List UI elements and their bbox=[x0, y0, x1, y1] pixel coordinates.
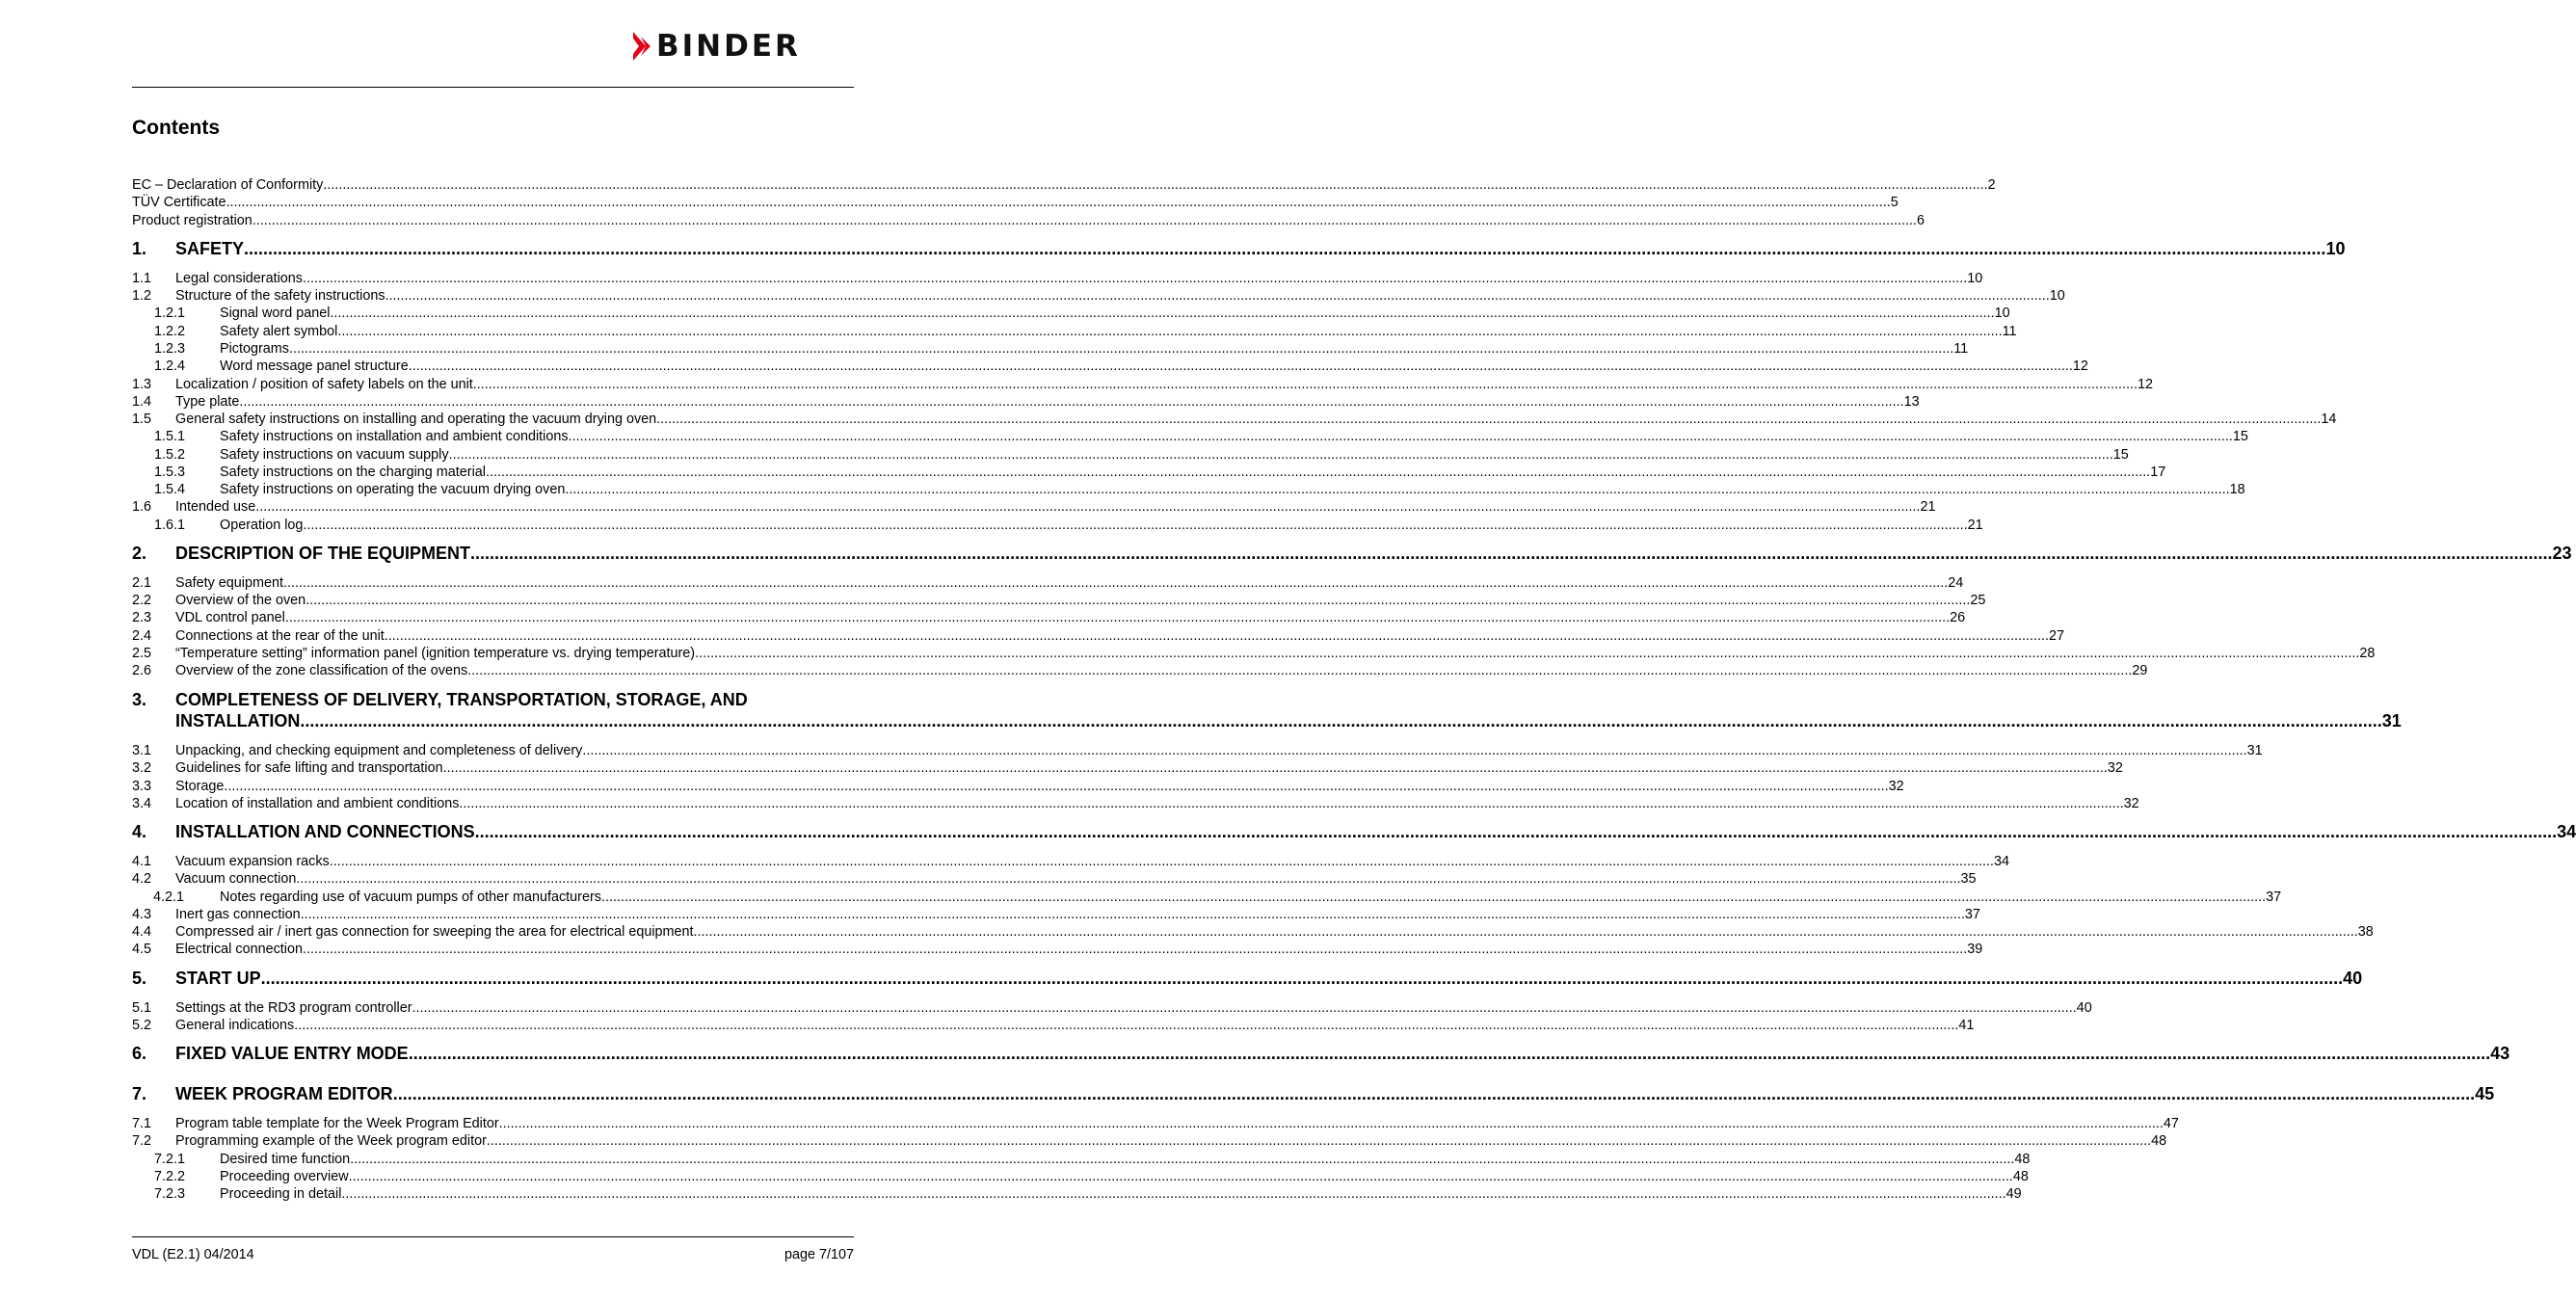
toc-leader-dots bbox=[565, 481, 2229, 498]
toc-entry-page: 41 bbox=[1958, 1018, 1975, 1033]
toc-entry-title: DESCRIPTION OF THE EQUIPMENT bbox=[175, 544, 471, 563]
toc-entry-title: Proceeding in detail bbox=[220, 1186, 342, 1202]
toc-entry-page: 21 bbox=[1920, 499, 1936, 515]
toc-leader-dots bbox=[255, 498, 1920, 516]
toc-entry-number: 2.5 bbox=[132, 646, 152, 661]
toc-section-entry[interactable] bbox=[132, 212, 1925, 229]
toc-entry-page: 45 bbox=[2475, 1084, 2495, 1103]
toc-section-entry[interactable] bbox=[132, 411, 2337, 428]
toc-section-entry[interactable] bbox=[132, 1168, 2029, 1185]
toc-entry-number: 1.2 bbox=[132, 288, 152, 304]
toc-entry-page: 32 bbox=[1888, 779, 1904, 794]
toc-entry-number: 4.1 bbox=[132, 854, 152, 869]
toc-leader-dots bbox=[409, 358, 2073, 375]
toc-leader-dots bbox=[443, 759, 2108, 777]
toc-section-entry[interactable] bbox=[132, 517, 1983, 534]
toc-entry-number: 7.2.3 bbox=[154, 1186, 186, 1202]
toc-entry-page: 43 bbox=[2490, 1044, 2510, 1063]
toc-entry-number: 1.4 bbox=[132, 394, 152, 410]
toc-entry-title: INSTALLATION AND CONNECTIONS bbox=[175, 822, 475, 841]
toc-leader-dots bbox=[285, 609, 1950, 626]
toc-entry-page: 2 bbox=[1987, 177, 1996, 193]
toc-entry-number: 1.1 bbox=[132, 271, 152, 286]
toc-entry-number: 5. bbox=[132, 969, 147, 988]
toc-leader-dots bbox=[330, 305, 1994, 322]
toc-entry-number: 4.2 bbox=[132, 871, 152, 887]
toc-leader-dots bbox=[303, 270, 1967, 287]
toc-leader-dots bbox=[473, 376, 2138, 393]
toc-entry-page: 17 bbox=[2150, 465, 2166, 480]
toc-leader-dots bbox=[449, 446, 2113, 464]
toc-entry-number: 4.4 bbox=[132, 924, 152, 940]
toc-section-entry[interactable] bbox=[132, 270, 1983, 287]
toc-entry-page: 37 bbox=[2266, 889, 2282, 905]
toc-entry-page: 21 bbox=[1967, 518, 1983, 533]
toc-entry-number: 2.4 bbox=[132, 628, 152, 644]
toc-entry-page: 10 bbox=[2049, 288, 2065, 304]
toc-entry-title: Connections at the rear of the unit bbox=[175, 628, 385, 644]
toc-section-entry[interactable] bbox=[132, 176, 1996, 194]
toc-section-entry[interactable] bbox=[132, 889, 2282, 906]
toc-entry-title: General safety instructions on installing and operating the vacuum drying oven bbox=[175, 412, 657, 427]
toc-entry-page: 40 bbox=[2076, 1000, 2092, 1016]
toc-entry-page: 11 bbox=[2002, 324, 2017, 339]
toc-chapter-entry[interactable] bbox=[132, 238, 2346, 259]
toc-section-entry[interactable] bbox=[132, 1185, 2022, 1203]
toc-chapter-entry[interactable] bbox=[132, 1043, 2510, 1064]
toc-section-entry[interactable] bbox=[132, 759, 2123, 777]
toc-entry-title: Overview of the zone classification of the ovens bbox=[175, 663, 468, 678]
toc-entry-number: 1.2.2 bbox=[154, 324, 186, 339]
toc-entry-page: 11 bbox=[1953, 341, 1969, 357]
toc-section-entry[interactable] bbox=[132, 393, 1920, 411]
toc-chapter-entry[interactable] bbox=[132, 1083, 2495, 1104]
toc-section-entry[interactable] bbox=[132, 778, 1904, 795]
toc-entry-title: Programming example of the Week program editor bbox=[175, 1133, 487, 1149]
toc-entry-number: 1.2.1 bbox=[154, 305, 186, 321]
toc-entry-page: 26 bbox=[1950, 610, 1966, 625]
page-number: page 7/107 bbox=[783, 1247, 854, 1262]
toc-entry-title: VDL control panel bbox=[175, 610, 285, 625]
toc-entry-title: INSTALLATION bbox=[175, 711, 301, 730]
toc-section-entry[interactable] bbox=[132, 609, 1966, 626]
toc-leader-dots bbox=[385, 287, 2050, 305]
toc-entry-title: START UP bbox=[175, 969, 261, 988]
toc-leader-dots bbox=[301, 906, 1965, 923]
toc-entry-page: 34 bbox=[2557, 822, 2576, 841]
toc-entry-title: Unpacking, and checking equipment and completeness of delivery bbox=[175, 743, 583, 758]
toc-entry-title: Signal word panel bbox=[220, 305, 331, 321]
toc-entry-page: 31 bbox=[2246, 743, 2263, 758]
toc-entry-title: Vacuum expansion racks bbox=[175, 854, 330, 869]
toc-leader-dots bbox=[470, 543, 2552, 564]
toc-entry-number: 7. bbox=[132, 1084, 147, 1103]
toc-leader-dots bbox=[283, 574, 1948, 592]
toc-entry-title: EC – Declaration of Conformity bbox=[132, 177, 324, 193]
toc-entry-page: 35 bbox=[1960, 871, 1977, 887]
toc-leader-dots bbox=[341, 1185, 2005, 1203]
toc-section-entry[interactable] bbox=[132, 853, 2009, 870]
toc-entry-title: Type plate bbox=[175, 394, 240, 410]
toc-leader-dots bbox=[656, 411, 2321, 428]
toc-entry-page: 18 bbox=[2229, 482, 2245, 497]
toc-entry-title: Settings at the RD3 program controller bbox=[175, 1000, 412, 1016]
toc-section-entry[interactable] bbox=[132, 323, 2017, 340]
toc-chapter-entry[interactable] bbox=[132, 689, 854, 710]
toc-entry-number: 1.2.4 bbox=[154, 358, 186, 374]
toc-entry-title: Notes regarding use of vacuum pumps of other manufacturers bbox=[220, 889, 601, 905]
toc-entry-number: 1.3 bbox=[132, 377, 152, 392]
toc-section-entry[interactable] bbox=[132, 627, 2065, 645]
toc-entry-title: Localization / position of safety labels on the unit bbox=[175, 377, 473, 392]
toc-entry-title: Guidelines for safe lifting and transportation bbox=[175, 760, 443, 776]
toc-leader-dots bbox=[385, 627, 2049, 645]
toc-entry-title: Storage bbox=[175, 779, 225, 794]
footer-divider bbox=[132, 1236, 854, 1237]
toc-leader-dots bbox=[487, 1132, 2151, 1150]
toc-leader-dots bbox=[303, 941, 1967, 958]
toc-section-entry[interactable] bbox=[132, 923, 2374, 941]
toc-entry-page: 5 bbox=[1890, 195, 1899, 210]
toc-section-entry[interactable] bbox=[132, 645, 2376, 662]
toc-chapter-entry[interactable] bbox=[132, 968, 2363, 989]
toc-leader-dots bbox=[582, 742, 2246, 759]
toc-entry-number: 1.2.3 bbox=[154, 341, 186, 357]
toc-entry-title: General indications bbox=[175, 1018, 295, 1033]
toc-leader-dots bbox=[300, 710, 2381, 731]
toc-entry-page: 34 bbox=[1993, 854, 2009, 869]
toc-entry-number: 5.1 bbox=[132, 1000, 152, 1016]
toc-leader-dots bbox=[393, 1083, 2475, 1104]
toc-section-entry[interactable] bbox=[132, 446, 2129, 464]
toc-entry-title: Compressed air / inert gas connection for sweeping the area for electrical equipment bbox=[175, 924, 694, 940]
toc-entry-number: 1.5 bbox=[132, 412, 152, 427]
toc-entry-title: Vacuum connection bbox=[175, 871, 297, 887]
toc-entry-title: TÜV Certificate bbox=[132, 195, 226, 210]
toc-leader-dots bbox=[224, 778, 1888, 795]
toc-chapter-entry[interactable] bbox=[132, 710, 2402, 731]
toc-entry-page: 37 bbox=[1964, 907, 1980, 922]
toc-section-entry[interactable] bbox=[132, 194, 1899, 211]
toc-entry-title: SAFETY bbox=[175, 239, 245, 258]
toc-section-entry[interactable] bbox=[132, 464, 2166, 481]
toc-chapter-entry[interactable] bbox=[132, 821, 2576, 842]
toc-section-entry[interactable] bbox=[132, 358, 2088, 375]
toc-leader-dots bbox=[294, 1017, 1958, 1034]
toc-entry-number: 1.5.1 bbox=[154, 429, 186, 444]
toc-entry-page: 31 bbox=[2381, 711, 2402, 730]
toc-entry-number: 4. bbox=[132, 822, 147, 841]
toc-entry-title: Operation log bbox=[220, 518, 304, 533]
toc-entry-number: 2. bbox=[132, 544, 147, 563]
toc-entry-number: 2.3 bbox=[132, 610, 152, 625]
toc-section-entry[interactable] bbox=[132, 742, 2263, 759]
toc-leader-dots bbox=[350, 1151, 2014, 1168]
toc-leader-dots bbox=[252, 212, 1917, 229]
toc-entry-number: 2.1 bbox=[132, 575, 152, 591]
toc-section-entry[interactable] bbox=[132, 662, 2148, 679]
toc-leader-dots bbox=[337, 323, 2002, 340]
toc-section-entry[interactable] bbox=[132, 376, 2154, 393]
toc-entry-number: 1.5.3 bbox=[154, 465, 186, 480]
toc-entry-title: Safety equipment bbox=[175, 575, 283, 591]
document-version: VDL (E2.1) 04/2014 bbox=[132, 1247, 254, 1262]
toc-leader-dots bbox=[289, 340, 1953, 358]
toc-entry-page: 29 bbox=[2132, 663, 2148, 678]
toc-entry-page: 48 bbox=[2014, 1152, 2031, 1167]
toc-section-entry[interactable] bbox=[132, 999, 2092, 1017]
toc-section-entry[interactable] bbox=[132, 428, 2248, 445]
toc-entry-page: 15 bbox=[2112, 447, 2129, 463]
toc-entry-page: 10 bbox=[1994, 305, 2010, 321]
toc-entry-page: 14 bbox=[2321, 412, 2337, 427]
toc-section-entry[interactable] bbox=[132, 870, 1977, 888]
toc-entry-title: “Temperature setting” information panel (ignition temperature vs. drying temperature) bbox=[175, 646, 696, 661]
toc-entry-title: Intended use bbox=[175, 499, 256, 515]
toc-section-entry[interactable] bbox=[132, 340, 1969, 358]
page-title: Contents bbox=[132, 117, 220, 139]
toc-leader-dots bbox=[475, 821, 2557, 842]
toc-section-entry[interactable] bbox=[132, 574, 1964, 592]
toc-entry-number: 6. bbox=[132, 1044, 147, 1063]
toc-entry-number: 7.2.1 bbox=[154, 1152, 186, 1167]
toc-entry-page: 15 bbox=[2232, 429, 2248, 444]
toc-entry-title: Safety alert symbol bbox=[220, 324, 338, 339]
toc-leader-dots bbox=[412, 999, 2077, 1017]
toc-entry-number: 3.4 bbox=[132, 796, 152, 811]
toc-entry-title: Product registration bbox=[132, 213, 252, 228]
toc-entry-number: 2.6 bbox=[132, 663, 152, 678]
toc-entry-number: 1.6.1 bbox=[154, 518, 186, 533]
toc-section-entry[interactable] bbox=[132, 1132, 2167, 1150]
toc-entry-title: Pictograms bbox=[220, 341, 289, 357]
toc-leader-dots bbox=[695, 645, 2359, 662]
toc-leader-dots bbox=[244, 238, 2325, 259]
toc-entry-title: Safety instructions on installation and ambient conditions bbox=[220, 429, 569, 444]
toc-entry-title: Electrical connection bbox=[175, 942, 303, 957]
toc-entry-number: 4.3 bbox=[132, 907, 152, 922]
toc-entry-number: 7.1 bbox=[132, 1116, 152, 1131]
toc-leader-dots bbox=[601, 889, 2266, 906]
toc-leader-dots bbox=[459, 795, 2123, 812]
toc-leader-dots bbox=[486, 464, 2150, 481]
toc-entry-number: 3.3 bbox=[132, 779, 152, 794]
toc-section-entry[interactable] bbox=[132, 1115, 2179, 1132]
toc-section-entry[interactable] bbox=[132, 1017, 1975, 1034]
toc-entry-title: Proceeding overview bbox=[220, 1169, 349, 1184]
toc-entry-title: Structure of the safety instructions bbox=[175, 288, 385, 304]
toc-section-entry[interactable] bbox=[132, 592, 1986, 609]
toc-entry-number: 3.2 bbox=[132, 760, 152, 776]
toc-entry-title: Legal considerations bbox=[175, 271, 304, 286]
binder-logo-text: BINDER bbox=[656, 29, 801, 64]
toc-entry-title: WEEK PROGRAM EDITOR bbox=[175, 1084, 393, 1103]
toc-entry-title: Desired time function bbox=[220, 1152, 351, 1167]
toc-section-entry[interactable] bbox=[132, 498, 1936, 516]
toc-entry-title: Safety instructions on operating the vacuum drying oven bbox=[220, 482, 566, 497]
toc-entry-title: Safety instructions on the charging material bbox=[220, 465, 486, 480]
toc-entry-page: 48 bbox=[2151, 1133, 2167, 1149]
toc-entry-page: 25 bbox=[1970, 593, 1986, 608]
toc-entry-page: 10 bbox=[1967, 271, 1983, 286]
toc-leader-dots bbox=[239, 393, 1903, 411]
toc-entry-number: 4.2.1 bbox=[153, 889, 185, 905]
toc-section-entry[interactable] bbox=[132, 795, 2139, 812]
toc-leader-dots bbox=[226, 194, 1891, 211]
toc-chapter-entry[interactable] bbox=[132, 543, 2572, 564]
toc-entry-page: 10 bbox=[2325, 239, 2346, 258]
toc-entry-page: 49 bbox=[2005, 1186, 2022, 1202]
toc-leader-dots bbox=[694, 923, 2358, 941]
toc-section-entry[interactable] bbox=[132, 941, 1983, 958]
toc-entry-number: 2.2 bbox=[132, 593, 152, 608]
toc-entry-page: 32 bbox=[2123, 796, 2139, 811]
toc-entry-title: Location of installation and ambient conditions bbox=[175, 796, 460, 811]
toc-entry-title: FIXED VALUE ENTRY MODE bbox=[175, 1044, 409, 1063]
toc-entry-page: 47 bbox=[2163, 1116, 2179, 1131]
toc-entry-title: Word message panel structure bbox=[220, 358, 409, 374]
toc-leader-dots bbox=[409, 1043, 2490, 1064]
toc-entry-number: 1. bbox=[132, 239, 147, 258]
toc-entry-page: 40 bbox=[2343, 969, 2363, 988]
toc-entry-page: 12 bbox=[2072, 358, 2088, 374]
toc-section-entry[interactable] bbox=[132, 906, 1980, 923]
toc-entry-title: COMPLETENESS OF DELIVERY, TRANSPORTATION, STORAGE, AND bbox=[175, 690, 748, 709]
toc-entry-page: 6 bbox=[1917, 213, 1925, 228]
toc-section-entry[interactable] bbox=[132, 287, 2065, 305]
toc-entry-number: 7.2 bbox=[132, 1133, 152, 1149]
toc-entry-number: 7.2.2 bbox=[154, 1169, 186, 1184]
toc-entry-number: 5.2 bbox=[132, 1018, 152, 1033]
toc-entry-page: 38 bbox=[2357, 924, 2374, 940]
toc-entry-number: 1.5.4 bbox=[154, 482, 186, 497]
toc-leader-dots bbox=[261, 968, 2343, 989]
toc-leader-dots bbox=[330, 853, 1994, 870]
toc-entry-title: Safety instructions on vacuum supply bbox=[220, 447, 449, 463]
toc-entry-page: 27 bbox=[2049, 628, 2065, 644]
toc-entry-page: 28 bbox=[2359, 646, 2376, 661]
toc-entry-page: 48 bbox=[2012, 1169, 2029, 1184]
toc-leader-dots bbox=[303, 517, 1967, 534]
toc-entry-page: 32 bbox=[2107, 760, 2123, 776]
toc-section-entry[interactable] bbox=[132, 305, 2010, 322]
toc-leader-dots bbox=[296, 870, 1960, 888]
toc-leader-dots bbox=[323, 176, 1987, 194]
toc-leader-dots bbox=[569, 428, 2233, 445]
toc-leader-dots bbox=[467, 662, 2132, 679]
toc-entry-number: 4.5 bbox=[132, 942, 152, 957]
toc-leader-dots bbox=[305, 592, 1970, 609]
toc-section-entry[interactable] bbox=[132, 1151, 2031, 1168]
toc-leader-dots bbox=[349, 1168, 2013, 1185]
toc-entry-number: 1.6 bbox=[132, 499, 152, 515]
toc-entry-title: Inert gas connection bbox=[175, 907, 301, 922]
toc-entry-page: 24 bbox=[1948, 575, 1964, 591]
toc-entry-number: 3.1 bbox=[132, 743, 152, 758]
toc-entry-title: Program table template for the Week Program Editor bbox=[175, 1116, 499, 1131]
toc-entry-title: Overview of the oven bbox=[175, 593, 306, 608]
toc-leader-dots bbox=[499, 1115, 2164, 1132]
toc-entry-page: 12 bbox=[2138, 377, 2154, 392]
table-of-contents bbox=[132, 0, 2576, 1301]
toc-section-entry[interactable] bbox=[132, 481, 2245, 498]
toc-entry-page: 39 bbox=[1967, 942, 1983, 957]
toc-entry-page: 13 bbox=[1903, 394, 1920, 410]
toc-entry-page: 23 bbox=[2552, 544, 2572, 563]
toc-entry-number: 3. bbox=[132, 690, 147, 709]
toc-entry-number: 1.5.2 bbox=[154, 447, 186, 463]
